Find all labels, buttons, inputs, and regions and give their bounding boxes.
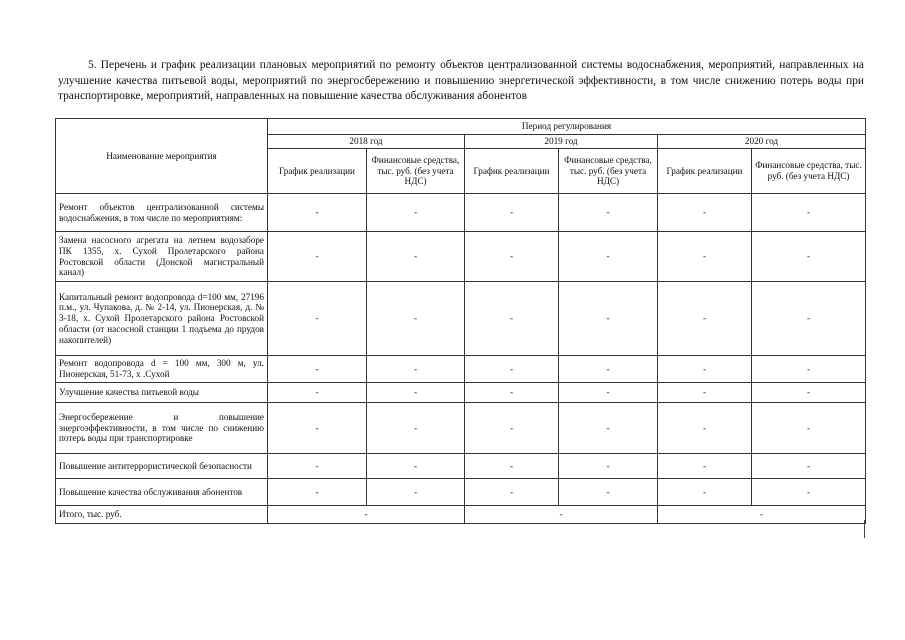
row-name: Повышение качества обслуживания абонентов <box>56 479 268 506</box>
table-cell: - <box>367 282 465 356</box>
table-cell: - <box>268 383 367 403</box>
table-cell: - <box>658 479 752 506</box>
row-name: Энергосбережение и повышение энергоэффективности, в том числе по снижению потерь воды при транспортировке <box>56 403 268 454</box>
table-cell: - <box>559 194 658 232</box>
table-cell: - <box>465 454 559 479</box>
table-cell: - <box>752 403 866 454</box>
table-cell: - <box>367 383 465 403</box>
row-name: Ремонт объектов централизованной системы водоснабжения, в том числе по мероприятиям: <box>56 194 268 232</box>
table-cell: - <box>559 479 658 506</box>
table-cell: - <box>465 356 559 383</box>
table-cell: - <box>465 479 559 506</box>
total-cell-2020: - <box>658 506 866 524</box>
sub-header-schedule: График реализации <box>268 149 367 194</box>
page-edge-line <box>864 520 865 538</box>
year-header-2019: 2019 год <box>465 135 658 149</box>
table-cell: - <box>658 194 752 232</box>
table-cell: - <box>268 194 367 232</box>
plan-table <box>55 118 866 524</box>
table-cell: - <box>559 356 658 383</box>
table-cell: - <box>752 282 866 356</box>
table-cell: - <box>658 356 752 383</box>
sub-header-finance: Финансовые средства, тыс. руб. (без учета НДС) <box>752 149 866 194</box>
table-row <box>56 232 866 282</box>
table-cell: - <box>367 232 465 282</box>
table-cell: - <box>559 454 658 479</box>
table-row <box>56 454 866 479</box>
col-header-name: Наименование мероприятия <box>56 119 268 194</box>
year-header-2018: 2018 год <box>268 135 465 149</box>
table-cell: - <box>367 403 465 454</box>
sub-header-schedule: График реализации <box>658 149 752 194</box>
total-row <box>56 506 866 524</box>
table-cell: - <box>752 479 866 506</box>
table-row <box>56 282 866 356</box>
sub-header-schedule: График реализации <box>465 149 559 194</box>
heading-text: 5. Перечень и график реализации плановых мероприятий по ремонту объектов централизованной системы водоснабжения, мероприятий, направленных на улучшение качества питьевой воды, мероприятий по энергосбережению и повышению энергетической эффективности, в том числе снижению потерь воды при транспортировке, мероприятий, направленных на повышение качества обслуживания абонентов <box>58 59 864 102</box>
document-heading <box>58 58 864 105</box>
table-row <box>56 403 866 454</box>
table-cell: - <box>658 282 752 356</box>
table-cell: - <box>465 383 559 403</box>
total-label: Итого, тыс. руб. <box>56 506 268 524</box>
table-row <box>56 383 866 403</box>
table-cell: - <box>268 282 367 356</box>
table-cell: - <box>465 282 559 356</box>
table-cell: - <box>559 403 658 454</box>
table-cell: - <box>268 403 367 454</box>
table-cell: - <box>465 194 559 232</box>
table-cell: - <box>268 479 367 506</box>
table-cell: - <box>752 194 866 232</box>
table-cell: - <box>367 454 465 479</box>
table-cell: - <box>658 454 752 479</box>
table-cell: - <box>752 454 866 479</box>
table-cell: - <box>658 403 752 454</box>
table-cell: - <box>658 232 752 282</box>
table-row <box>56 479 866 506</box>
table-cell: - <box>752 232 866 282</box>
table-cell: - <box>268 454 367 479</box>
table-row <box>56 194 866 232</box>
row-name: Повышение антитеррористической безопасности <box>56 454 268 479</box>
row-name: Ремонт водопровода d = 100 мм, 300 м, ул. Пионерская, 51-73, х .Сухой <box>56 356 268 383</box>
total-cell-2018: - <box>268 506 465 524</box>
table-cell: - <box>367 479 465 506</box>
table-cell: - <box>559 282 658 356</box>
row-name: Замена насосного агрегата на летнем водозаборе ПК 1355, х. Сухой Пролетарского района Ростовской области (Донской магистральный канал) <box>56 232 268 282</box>
table-cell: - <box>559 383 658 403</box>
table-cell: - <box>658 383 752 403</box>
table-cell: - <box>752 383 866 403</box>
table-cell: - <box>559 232 658 282</box>
total-cell-2019: - <box>465 506 658 524</box>
table-cell: - <box>268 232 367 282</box>
col-header-period: Период регулирования <box>268 119 866 135</box>
table-cell: - <box>367 356 465 383</box>
table-cell: - <box>752 356 866 383</box>
sub-header-finance: Финансовые средства, тыс. руб. (без учета НДС) <box>559 149 658 194</box>
table-cell: - <box>465 232 559 282</box>
table-cell: - <box>367 194 465 232</box>
row-name: Улучшение качества питьевой воды <box>56 383 268 403</box>
table-cell: - <box>465 403 559 454</box>
sub-header-finance: Финансовые средства, тыс. руб. (без учета НДС) <box>367 149 465 194</box>
row-name: Капитальный ремонт водопровода d=100 мм, 27196 п.м., ул. Чупакова, д. № 2-14, ул. Пионерская, д. № 3-18, х. Сухой Пролетарского района Ростовской области (от насосной станции 1 подъема до прудов накопителей) <box>56 282 268 356</box>
table-row <box>56 356 866 383</box>
year-header-2020: 2020 год <box>658 135 866 149</box>
table-cell: - <box>268 356 367 383</box>
